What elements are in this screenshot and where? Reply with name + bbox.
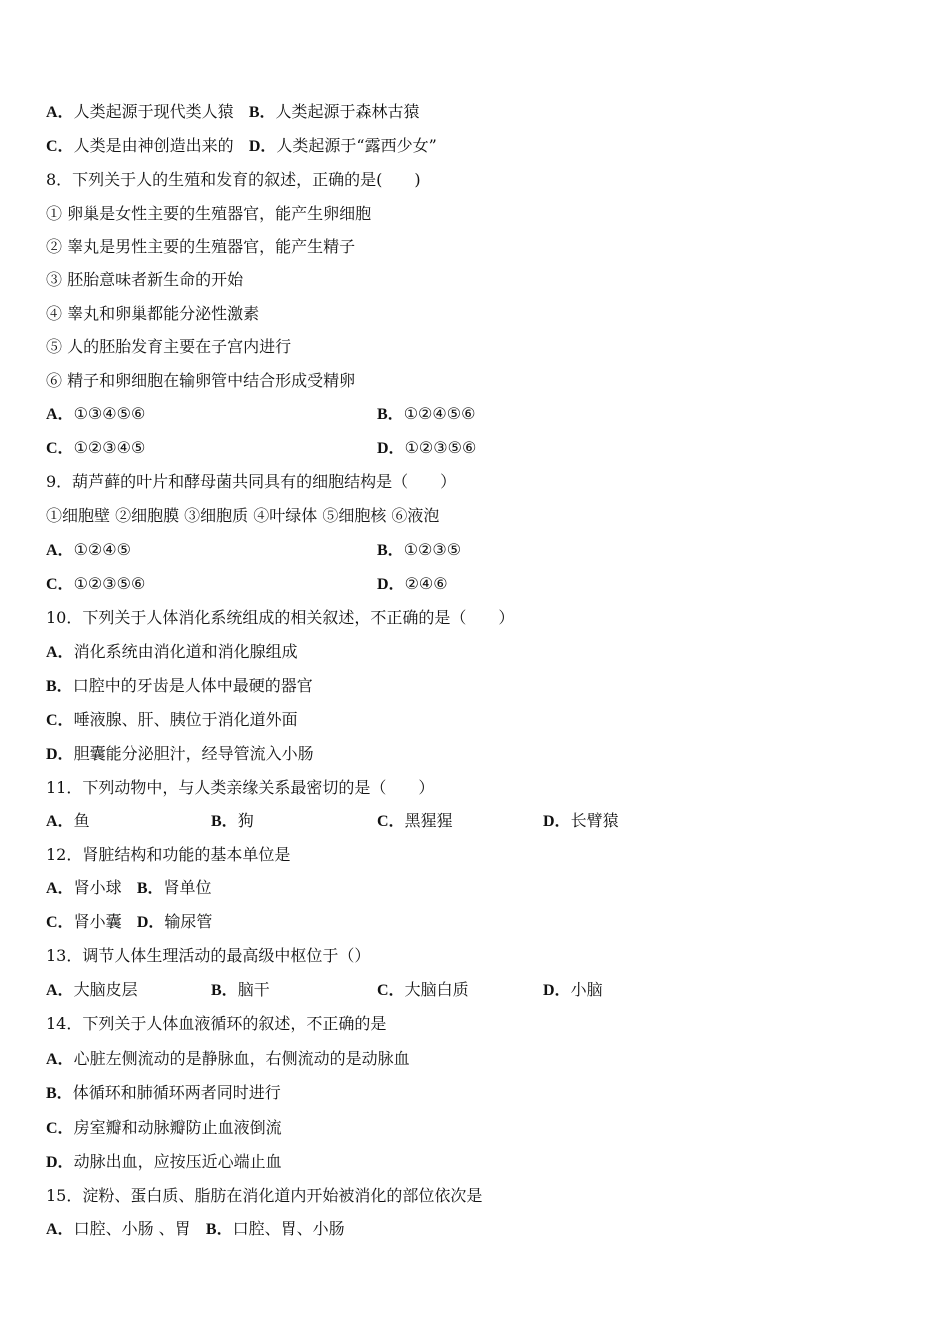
option-letter: A． bbox=[46, 880, 74, 897]
option-text: 狗 bbox=[237, 811, 254, 830]
option-text: 动脉出血，应按压近心端止血 bbox=[73, 1152, 282, 1171]
q12-options-row-2 bbox=[46, 912, 212, 932]
option-text: 小脑 bbox=[570, 980, 603, 999]
q13-option-a bbox=[46, 980, 138, 1000]
q7-options-row-1 bbox=[46, 102, 420, 122]
option-letter: D． bbox=[377, 576, 405, 593]
option-text: 肾单位 bbox=[163, 878, 212, 897]
q9-items: ①细胞壁 ②细胞膜 ③细胞质 ④叶绿体 ⑤细胞核 ⑥液泡 bbox=[46, 506, 440, 525]
option-letter: D． bbox=[46, 746, 74, 763]
option-text: 人类起源于森林古猿 bbox=[275, 102, 420, 121]
q13-option-b bbox=[211, 980, 270, 1000]
option-text: 肾小囊 bbox=[73, 912, 122, 931]
option-text: 鱼 bbox=[73, 811, 90, 830]
option-letter: B． bbox=[377, 406, 404, 423]
option-text: ①②④⑤ bbox=[73, 540, 131, 559]
q10-option-d bbox=[46, 744, 314, 764]
q10-option-a bbox=[46, 642, 298, 662]
option-letter: D． bbox=[136, 914, 165, 931]
q11-option-d bbox=[543, 811, 619, 831]
option-text: 人类是由神创造出来的 bbox=[73, 136, 234, 155]
q8-statement-3: ③ 胚胎意味者新生命的开始 bbox=[46, 270, 244, 289]
q8-option-a bbox=[46, 404, 145, 424]
option-text: 口腔、胃、小肠 bbox=[232, 1219, 345, 1238]
option-text: ①②③⑤ bbox=[403, 540, 462, 559]
q9-option-d bbox=[377, 574, 448, 594]
option-text: 人类起源于“露西少女” bbox=[276, 136, 437, 155]
option-text: 体循环和肺循环两者同时进行 bbox=[72, 1083, 281, 1102]
option-text: 脑干 bbox=[237, 980, 270, 999]
option-letter: C． bbox=[377, 813, 405, 830]
q8-statement-1: ① 卵巢是女性主要的生殖器官，能产生卵细胞 bbox=[46, 204, 372, 223]
option-letter: A． bbox=[46, 813, 74, 830]
q10-stem: 10．下列关于人体消化系统组成的相关叙述，不正确的是（ ） bbox=[46, 608, 515, 627]
option-letter: C． bbox=[46, 440, 74, 457]
option-letter: C． bbox=[377, 982, 405, 999]
option-text: ①②③⑤⑥ bbox=[73, 574, 146, 593]
q11-option-b bbox=[211, 811, 254, 831]
option-letter: D． bbox=[543, 982, 571, 999]
option-text: ①②④⑤⑥ bbox=[403, 404, 476, 423]
option-letter: A． bbox=[46, 1221, 74, 1238]
q14-option-c bbox=[46, 1118, 282, 1138]
option-text: 大脑皮层 bbox=[73, 980, 138, 999]
q9-option-a bbox=[46, 540, 131, 560]
q11-stem: 11．下列动物中，与人类亲缘关系最密切的是（ ） bbox=[46, 778, 435, 797]
option-letter: A． bbox=[46, 104, 74, 121]
q12-options-row-1 bbox=[46, 878, 212, 898]
option-text: 肾小球 bbox=[73, 878, 122, 897]
option-text: 胆囊能分泌胆汁，经导管流入小肠 bbox=[73, 744, 314, 763]
option-letter: C． bbox=[46, 138, 74, 155]
option-letter: A． bbox=[46, 406, 74, 423]
q9-stem: 9．葫芦藓的叶片和酵母菌共同具有的细胞结构是（ ） bbox=[46, 472, 457, 491]
option-text: 大脑白质 bbox=[404, 980, 469, 999]
option-letter: B． bbox=[205, 1221, 233, 1238]
q13-option-c bbox=[377, 980, 469, 1000]
option-letter: B． bbox=[248, 104, 276, 121]
option-letter: A． bbox=[46, 1051, 74, 1068]
option-letter: A． bbox=[46, 982, 74, 999]
option-text: 人类起源于现代类人猿 bbox=[73, 102, 234, 121]
option-text: ①③④⑤⑥ bbox=[73, 404, 146, 423]
option-letter: B． bbox=[46, 1085, 73, 1102]
q8-option-d bbox=[377, 438, 476, 458]
q11-option-a bbox=[46, 811, 90, 831]
option-letter: B． bbox=[211, 982, 238, 999]
q8-statement-5: ⑤ 人的胚胎发育主要在子宫内进行 bbox=[46, 337, 292, 356]
option-letter: D． bbox=[248, 138, 277, 155]
option-letter: D． bbox=[377, 440, 405, 457]
q14-option-d bbox=[46, 1152, 282, 1172]
option-text: 口腔中的牙齿是人体中最硬的器官 bbox=[72, 676, 313, 695]
option-text: 黑猩猩 bbox=[404, 811, 453, 830]
q10-option-c bbox=[46, 710, 298, 730]
q8-stem: 8．下列关于人的生殖和发育的叙述，正确的是( ) bbox=[46, 170, 421, 189]
q10-option-b bbox=[46, 676, 313, 696]
option-letter: D． bbox=[543, 813, 571, 830]
option-text: 唾液腺、肝、胰位于消化道外面 bbox=[73, 710, 298, 729]
option-letter: B． bbox=[211, 813, 238, 830]
q14-stem: 14．下列关于人体血液循环的叙述，不正确的是 bbox=[46, 1014, 387, 1033]
option-letter: A． bbox=[46, 644, 74, 661]
q14-option-a bbox=[46, 1049, 410, 1069]
option-letter: C． bbox=[46, 576, 74, 593]
q8-statement-2: ② 睾丸是男性主要的生殖器官，能产生精子 bbox=[46, 237, 356, 256]
option-text: 心脏左侧流动的是静脉血，右侧流动的是动脉血 bbox=[73, 1049, 410, 1068]
q15-options-row-1 bbox=[46, 1219, 345, 1239]
q11-option-c bbox=[377, 811, 453, 831]
option-letter: B． bbox=[46, 678, 73, 695]
q8-statement-4: ④ 睾丸和卵巢都能分泌性激素 bbox=[46, 304, 260, 323]
option-text: 房室瓣和动脉瓣防止血液倒流 bbox=[73, 1118, 282, 1137]
q9-option-b bbox=[377, 540, 461, 560]
option-text: 消化系统由消化道和消化腺组成 bbox=[73, 642, 298, 661]
option-letter: C． bbox=[46, 914, 74, 931]
q8-option-c bbox=[46, 438, 145, 458]
option-letter: B． bbox=[136, 880, 164, 897]
option-text: ①②③⑤⑥ bbox=[404, 438, 477, 457]
option-letter: D． bbox=[46, 1154, 74, 1171]
q8-statement-6: ⑥ 精子和卵细胞在输卵管中结合形成受精卵 bbox=[46, 371, 356, 390]
option-letter: C． bbox=[46, 712, 74, 729]
option-text: 长臂猿 bbox=[570, 811, 619, 830]
q8-option-b bbox=[377, 404, 475, 424]
q15-stem: 15．淀粉、蛋白质、脂肪在消化道内开始被消化的部位依次是 bbox=[46, 1186, 483, 1205]
q13-option-d bbox=[543, 980, 603, 1000]
q7-options-row-2 bbox=[46, 136, 437, 156]
q9-option-c bbox=[46, 574, 145, 594]
option-text: ②④⑥ bbox=[404, 574, 448, 593]
option-letter: B． bbox=[377, 542, 404, 559]
option-letter: C． bbox=[46, 1120, 74, 1137]
option-text: ①②③④⑤ bbox=[73, 438, 146, 457]
option-letter: A． bbox=[46, 542, 74, 559]
q13-stem: 13．调节人体生理活动的最高级中枢位于（） bbox=[46, 946, 371, 965]
q14-option-b bbox=[46, 1083, 281, 1103]
option-text: 输尿管 bbox=[164, 912, 213, 931]
q12-stem: 12．肾脏结构和功能的基本单位是 bbox=[46, 845, 291, 864]
option-text: 口腔、小肠 、胃 bbox=[73, 1219, 191, 1238]
